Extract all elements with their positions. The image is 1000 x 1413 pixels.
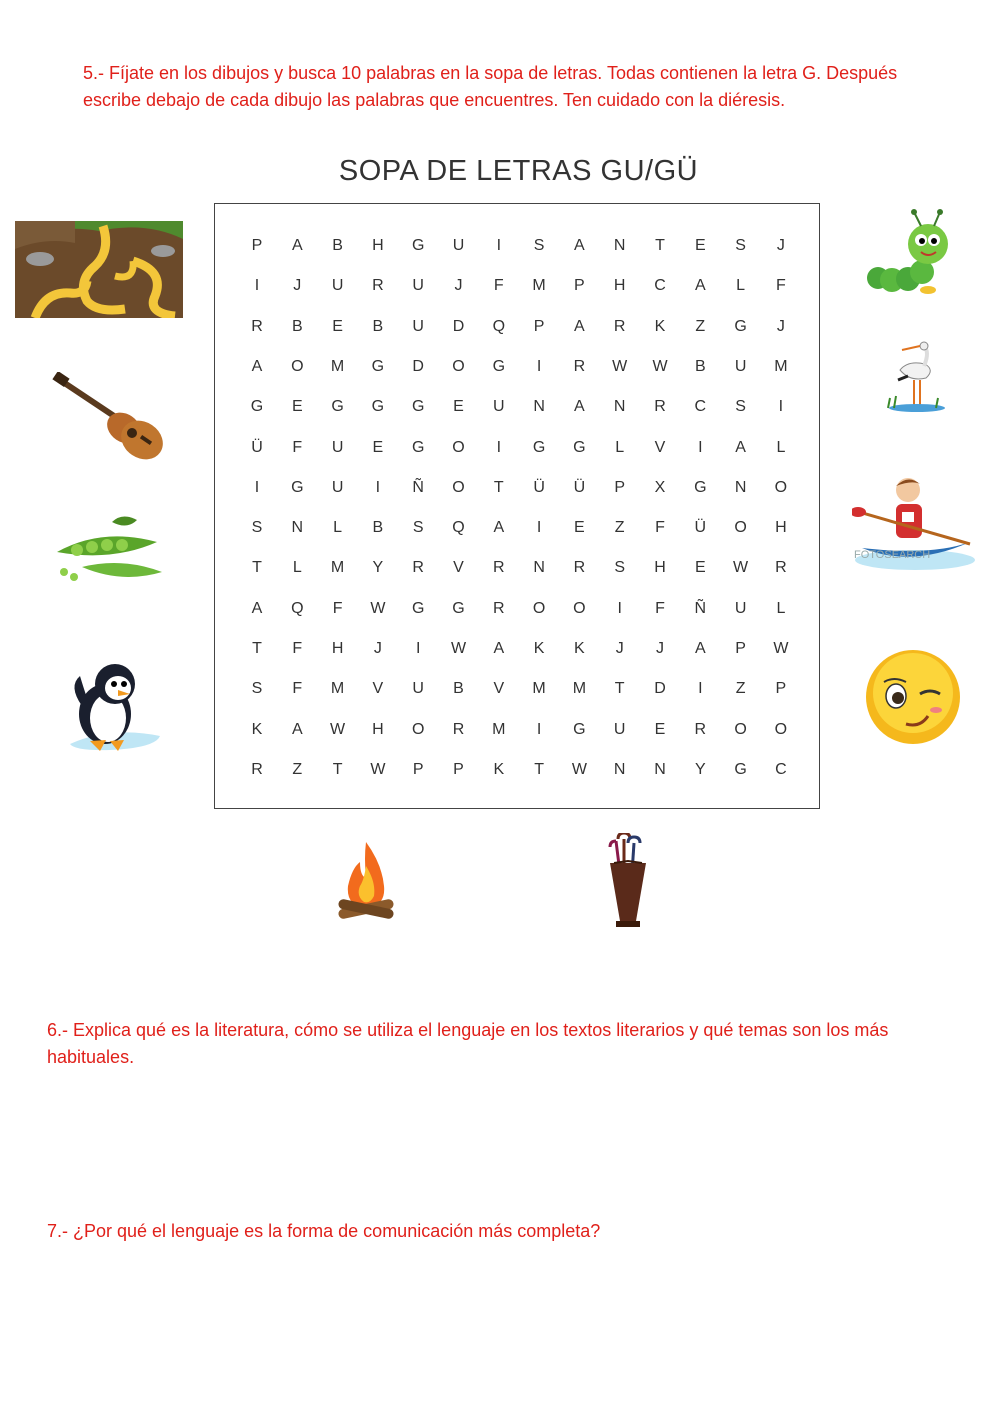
grid-letter: K (493, 760, 505, 778)
grid-letter: R (775, 559, 787, 577)
grid-letter: T (252, 640, 262, 657)
grid-letter: Z (695, 317, 706, 335)
caterpillar-picture (866, 206, 951, 298)
grid-letter: E (694, 237, 706, 254)
grid-letter: E (453, 398, 464, 416)
grid-letter: C (775, 760, 787, 778)
grid-letter: O (774, 720, 788, 738)
grid-letter: O (774, 478, 788, 496)
campfire-picture (334, 838, 398, 926)
grid-letter: Y (372, 559, 384, 577)
grid-letter: Q (452, 519, 465, 537)
grid-letter: R (654, 398, 666, 416)
grid-letter: M (492, 720, 506, 738)
grid-letter: U (734, 599, 747, 617)
grid-letter: E (694, 559, 706, 577)
grid-letter: Y (694, 760, 706, 778)
grid-letter: D (452, 317, 465, 335)
grid-letter: P (735, 640, 746, 657)
grid-letter: K (574, 640, 585, 657)
grid-letter: N (734, 478, 747, 496)
grid-letter: G (250, 398, 264, 416)
grid-letter: I (536, 357, 542, 375)
grid-letter: K (251, 720, 263, 738)
grid-letter: W (773, 640, 789, 657)
grid-letter: I (778, 398, 784, 416)
grid-letter: O (452, 478, 465, 496)
grid-letter: N (613, 398, 626, 416)
grid-letter: I (617, 599, 622, 617)
grid-letter: A (291, 237, 303, 254)
grid-letter: O (452, 438, 465, 456)
grid-letter: M (330, 559, 345, 577)
grid-letter: S (735, 237, 746, 254)
grid-letter: F (332, 599, 343, 617)
grid-letter: L (292, 559, 302, 577)
grid-letter: W (612, 357, 628, 375)
grid-letter: P (533, 317, 545, 335)
grid-letter: J (656, 640, 664, 657)
grid-letter: E (372, 438, 384, 456)
grid-letter: F (493, 277, 504, 295)
grid-letter: V (453, 559, 464, 577)
grid-letter: E (574, 519, 585, 537)
grid-letter: O (452, 357, 465, 375)
grid-letter: B (694, 357, 706, 375)
grid-letter: A (251, 599, 263, 617)
grid-letter: Ü (251, 438, 263, 456)
grid-letter: S (614, 559, 626, 577)
question-5: 5.- Fíjate en los dibujos y busca 10 palabras en la sopa de letras. Todas contienen la letra G. Después escribe debajo de cada dibujo las palabras que encuentres. Ten cuidado con la diéresis. (83, 63, 898, 110)
grid-letter: G (734, 760, 747, 778)
grid-letter: O (573, 599, 586, 617)
grid-letter: A (493, 519, 505, 537)
grid-letter: U (412, 317, 424, 335)
grid-letter: I (496, 237, 502, 254)
grid-letter: G (331, 398, 344, 416)
grid-letter: D (412, 357, 424, 375)
grid-letter: I (536, 720, 542, 738)
grid-letter: L (776, 438, 786, 456)
grid-letter: G (411, 438, 425, 456)
grid-letter: G (411, 398, 425, 416)
grid-letter: I (254, 478, 260, 496)
grid-letter: L (776, 599, 786, 617)
grid-letter: M (572, 680, 587, 698)
grid-letter: Z (614, 519, 625, 537)
grid-letter: Ü (573, 478, 586, 496)
grid-letter: T (534, 760, 544, 778)
grid-letter: F (655, 599, 665, 617)
grid-letter: R (493, 599, 505, 617)
grid-letter: L (333, 519, 343, 537)
grid-letter: G (532, 438, 546, 456)
grid-letter: G (291, 478, 304, 496)
grid-letter: Ñ (694, 599, 707, 617)
grid-letter: W (370, 599, 386, 617)
grid-letter: W (652, 357, 668, 375)
grid-letter: I (415, 640, 421, 657)
grid-letter: H (372, 720, 384, 738)
grid-letter: G (573, 438, 586, 456)
grid-letter: H (372, 237, 384, 254)
grid-letter: A (694, 640, 706, 657)
grid-letter: D (654, 680, 666, 698)
grid-letter: J (373, 640, 382, 657)
grid-letter: I (698, 680, 703, 698)
grid-letter: C (694, 398, 707, 416)
grid-letter: J (776, 317, 785, 335)
grid-letter: Q (291, 599, 304, 617)
grid-letter: U (412, 277, 424, 295)
grid-letter: B (291, 317, 303, 335)
grid-letter: U (452, 237, 465, 254)
grid-letter: S (533, 237, 545, 254)
canoeist-picture (852, 470, 978, 574)
grid-letter: X (654, 478, 666, 496)
grid-letter: R (694, 720, 707, 738)
peas-picture (52, 512, 167, 587)
grid-letter: G (452, 599, 465, 617)
grid-letter: W (330, 720, 346, 738)
grid-letter: F (292, 640, 303, 657)
grid-letter: M (330, 357, 345, 375)
grid-letter: B (453, 680, 464, 698)
grid-letter: S (412, 519, 424, 537)
grid-letter: N (654, 760, 666, 778)
grid-letter: W (733, 559, 749, 577)
stork-picture (880, 340, 950, 415)
grid-letter: W (571, 760, 587, 778)
grid-letter: P (574, 277, 585, 295)
grid-letter: G (734, 317, 747, 335)
grid-letter: F (776, 277, 786, 295)
grid-letter: O (734, 720, 747, 738)
grid-letter: M (532, 680, 546, 698)
winking-emoji-picture (862, 648, 964, 746)
grid-letter: I (536, 519, 542, 537)
grid-letter: K (533, 640, 545, 657)
grid-letter: L (615, 438, 625, 456)
grid-letter: A (493, 640, 505, 657)
grid-letter: B (372, 519, 384, 537)
grid-letter: P (251, 237, 263, 254)
word-search-title: SOPA DE LETRAS GU/GÜ (338, 155, 699, 187)
umbrella-stand-picture (602, 833, 654, 931)
penguin-picture (60, 656, 165, 752)
grid-letter: A (694, 277, 706, 295)
grid-letter: N (613, 760, 626, 778)
grid-letter: I (375, 478, 381, 496)
grid-letter: U (331, 277, 344, 295)
grid-letter: M (774, 357, 788, 375)
grid-letter: C (654, 277, 666, 295)
grid-letter: A (574, 237, 585, 254)
grid-letter: R (573, 559, 586, 577)
grid-letter: F (655, 519, 665, 537)
grid-letter: U (412, 680, 424, 698)
grid-letter: R (372, 277, 384, 295)
grid-letter: G (694, 478, 707, 496)
grid-letter: N (291, 519, 304, 537)
grid-letter: F (292, 680, 303, 698)
grid-letter: R (493, 559, 505, 577)
grid-letter: T (493, 478, 504, 496)
grid-letter: B (332, 237, 343, 254)
grid-letter: U (331, 478, 344, 496)
grid-letter: T (614, 680, 625, 698)
question-6: 6.- Explica qué es la literatura, cómo se utiliza el lenguaje en los textos literarios y qué temas son los más habituales. (47, 1020, 889, 1067)
grid-letter: H (775, 519, 787, 537)
grid-letter: P (453, 760, 464, 778)
grid-letter: O (532, 599, 546, 617)
grid-letter: N (533, 398, 545, 416)
grid-letter: Z (735, 680, 746, 698)
grid-letter: Q (492, 317, 506, 335)
grid-letter: I (254, 277, 260, 295)
grid-letter: R (613, 317, 626, 335)
grid-letter: Z (292, 760, 303, 778)
grid-letter: I (698, 438, 703, 456)
grid-letter: A (574, 317, 585, 335)
grid-letter: T (332, 760, 343, 778)
grid-letter: T (252, 559, 262, 577)
grid-letter: E (654, 720, 666, 738)
grid-letter: G (411, 599, 425, 617)
grid-letter: G (492, 357, 506, 375)
fotosearch-watermark: FOTOSEARCH (854, 549, 931, 561)
grid-letter: M (330, 680, 345, 698)
grid-letter: U (331, 438, 344, 456)
grid-letter: S (735, 398, 746, 416)
grid-letter: W (370, 760, 386, 778)
grid-letter: P (412, 760, 424, 778)
grid-letter: V (654, 438, 666, 456)
grid-letter: H (613, 277, 626, 295)
grid-letter: P (775, 680, 787, 698)
grid-letter: O (411, 720, 425, 738)
guitar-picture (52, 372, 167, 464)
grid-letter: Ñ (412, 478, 424, 496)
grid-letter: K (654, 317, 666, 335)
grid-letter: A (291, 720, 303, 738)
grid-letter: E (332, 317, 343, 335)
grid-letter: H (654, 559, 666, 577)
grid-letter: O (291, 357, 304, 375)
grid-letter: S (251, 519, 263, 537)
grid-letter: L (736, 277, 746, 295)
anthill-picture (15, 221, 183, 318)
grid-letter: V (493, 680, 505, 698)
grid-letter: N (533, 559, 545, 577)
word-search-grid (214, 203, 820, 809)
grid-letter: J (454, 277, 463, 295)
grid-letter: E (291, 398, 303, 416)
grid-letter: G (371, 357, 385, 375)
grid-letter: R (251, 317, 263, 335)
grid-letter: N (613, 237, 626, 254)
grid-letter: U (493, 398, 505, 416)
grid-letter: S (251, 680, 263, 698)
grid-letter: U (734, 357, 747, 375)
grid-letter: G (573, 720, 586, 738)
grid-letter: A (574, 398, 585, 416)
grid-letter: Ü (533, 478, 545, 496)
grid-letter: T (655, 237, 665, 254)
grid-letter: R (573, 357, 586, 375)
grid-letter: H (331, 640, 344, 657)
grid-letter: M (532, 277, 546, 295)
question-7: 7.- ¿Por qué el lenguaje es la forma de comunicación más completa? (47, 1221, 601, 1241)
grid-letter: A (735, 438, 746, 456)
grid-letter: O (734, 519, 747, 537)
grid-letter: A (251, 357, 263, 375)
grid-letter: G (371, 398, 385, 416)
grid-letter: R (452, 720, 465, 738)
grid-letter: R (251, 760, 263, 778)
grid-letter: J (615, 640, 624, 657)
grid-letter: F (292, 438, 303, 456)
grid-letter: U (613, 720, 626, 738)
grid-letter: P (614, 478, 626, 496)
grid-letter: J (293, 277, 302, 295)
grid-letter: W (450, 640, 467, 657)
grid-letter: J (776, 237, 785, 254)
grid-letter: V (372, 680, 384, 698)
grid-letter: I (496, 438, 502, 456)
grid-letter: R (412, 559, 424, 577)
grid-letter: B (372, 317, 384, 335)
grid-letter: G (411, 237, 425, 254)
grid-letter: Ü (694, 519, 707, 537)
